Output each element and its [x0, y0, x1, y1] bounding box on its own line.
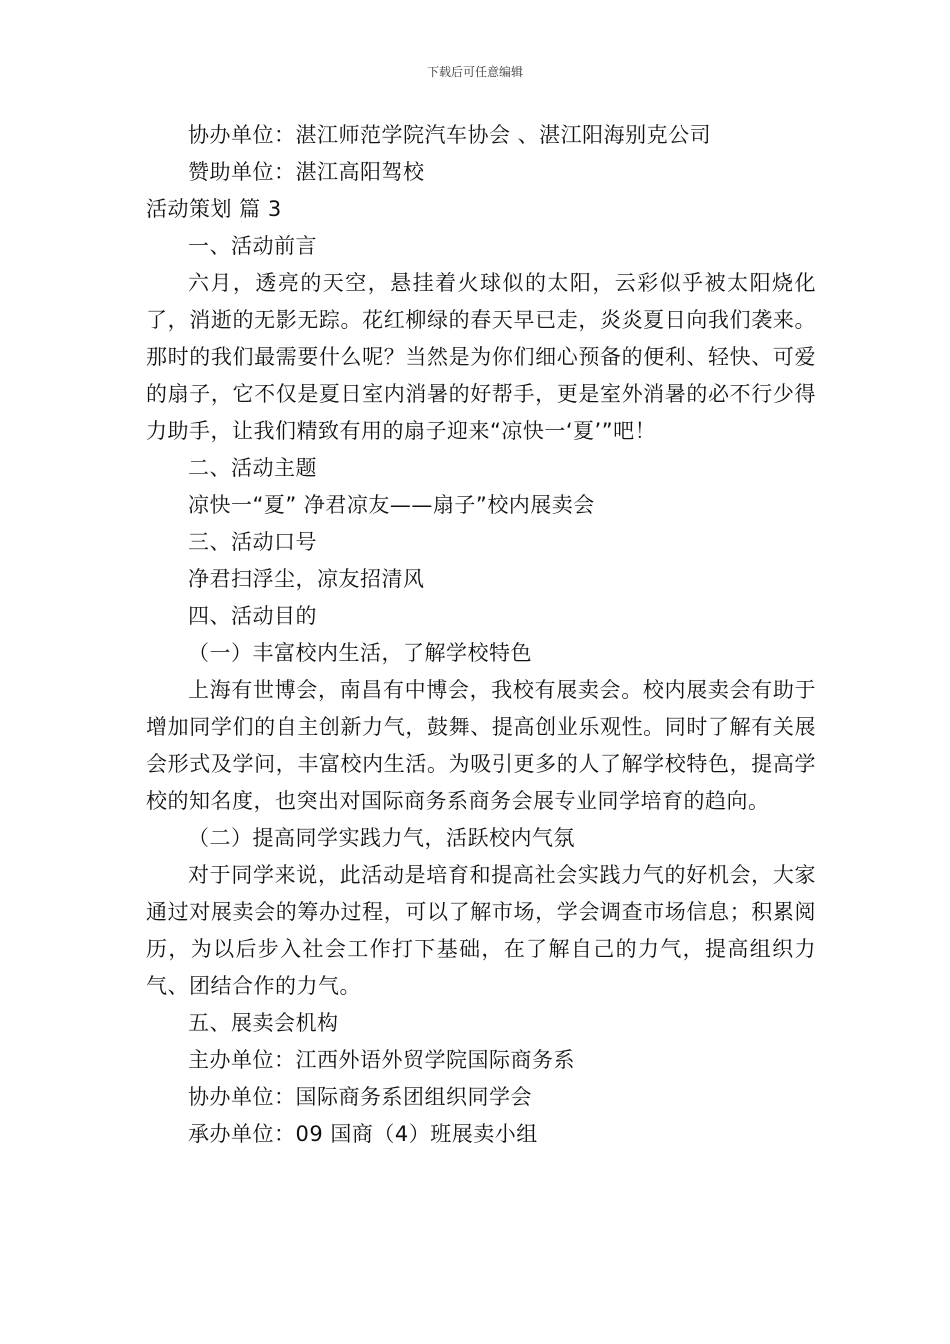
preface-paragraph: 六月，透亮的天空，悬挂着火球似的太阳，云彩似乎被太阳烧化了，消逝的无影无踪。花红柳绿的春天早已走，炎炎夏日向我们袭来。那时的我们最需要什么呢？当然是为你们细心预备的便利、轻快、可爱的扇子，它不仅是夏日室内消暑的好帮手，更是室外消暑的必不行少得力助手，让我们精致有用的扇子迎来“凉快一‘夏’”吧！: [146, 271, 816, 443]
purpose-paragraph-2: 对于同学来说，此活动是培育和提高社会实践力气的好机会，大家通过对展卖会的筹办过程，可以了解市场，学会调查市场信息；积累阅历，为以后步入社会工作打下基础，在了解自己的力气，提高组织力气、团结合作的力气。: [146, 863, 816, 998]
subheading-purpose-1: （一）丰富校内生活，了解学校特色: [188, 641, 532, 665]
subheading-purpose-2: （二）提高同学实践力气，活跃校内气氛: [188, 826, 575, 850]
co-organizer-line-2: 协办单位：国际商务系团组织同学会: [188, 1085, 532, 1109]
theme-line: 凉快一“夏” 净君凉友——扇子”校内展卖会: [188, 493, 595, 517]
undertaker-line: 承办单位：09 国商（4）班展卖小组: [188, 1122, 538, 1146]
heading-slogan: 三、活动口号: [188, 530, 317, 554]
document-body: [146, 117, 816, 1153]
host-line: 主办单位：江西外语外贸学院国际商务系: [188, 1048, 575, 1072]
heading-preface: 一、活动前言: [188, 234, 317, 258]
heading-purpose: 四、活动目的: [188, 604, 317, 628]
page-header-note: 下载后可任意编辑: [426, 65, 523, 79]
section-title: 活动策划 篇 3: [146, 197, 282, 221]
sponsor-line: 赞助单位：湛江高阳驾校: [188, 160, 425, 184]
heading-theme: 二、活动主题: [188, 456, 317, 480]
co-organizer-line: 协办单位：湛江师范学院汽车协会 、湛江阳海别克公司: [188, 123, 712, 147]
slogan-line: 净君扫浮尘，凉友招清风: [188, 567, 425, 591]
heading-organization: 五、展卖会机构: [188, 1011, 339, 1035]
purpose-paragraph-1: 上海有世博会，南昌有中博会，我校有展卖会。校内展卖会有助于增加同学们的自主创新力气，鼓舞、提高创业乐观性。同时了解有关展会形式及学问，丰富校内生活。为吸引更多的人了解学校特色，提高学校的知名度，也突出对国际商务系商务会展专业同学培育的趋向。: [146, 678, 816, 813]
